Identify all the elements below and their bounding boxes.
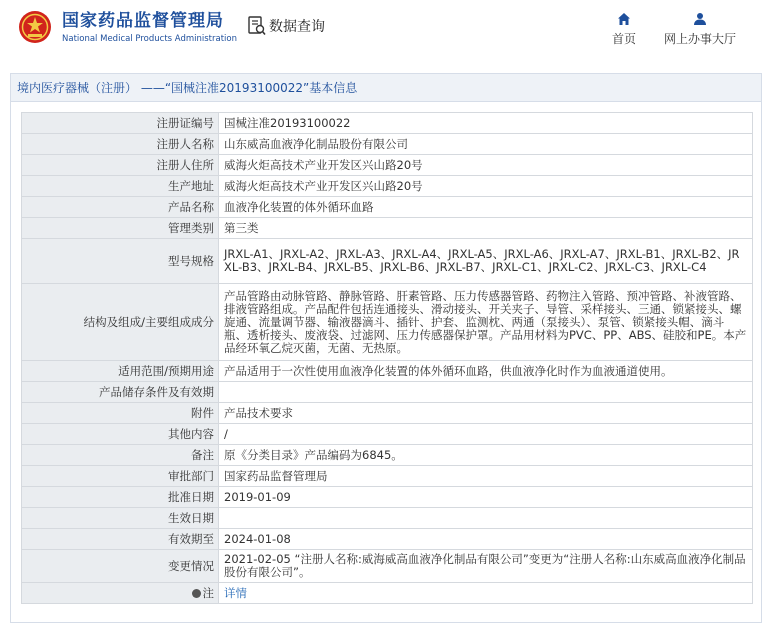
field-value: 产品技术要求 (219, 403, 753, 424)
table-row (22, 529, 753, 550)
card-title-bar (11, 74, 761, 102)
field-value: 国家药品监督管理局 (219, 466, 753, 487)
field-label: 附件 (22, 403, 219, 424)
field-label (22, 583, 219, 604)
field-value: 威海火炬高技术产业开发区兴山路20号 (219, 176, 753, 197)
nav-online-office-label: 网上办事大厅 (664, 32, 737, 46)
field-value (219, 508, 753, 529)
note-bullet-icon (192, 589, 201, 598)
brand-name-en: National Medical Products Administration (62, 34, 237, 44)
home-icon (617, 12, 631, 26)
table-row (22, 113, 753, 134)
field-value: 第三类 (219, 218, 753, 239)
table-row (22, 487, 753, 508)
device-info-table (21, 112, 753, 604)
table-row (22, 361, 753, 382)
user-icon (693, 12, 707, 26)
field-value: / (219, 424, 753, 445)
field-label: 注册人住所 (22, 155, 219, 176)
data-query-icon (248, 16, 266, 36)
field-value: 国械注准20193100022 (219, 113, 753, 134)
field-label: 批准日期 (22, 487, 219, 508)
field-value: 2024-01-08 (219, 529, 753, 550)
card-title: 境内医疗器械（注册） ——“国械注准20193100022”基本信息 (17, 81, 358, 95)
brand[interactable] (62, 10, 237, 45)
table-row (22, 466, 753, 487)
field-label: 结构及组成/主要组成成分 (22, 284, 219, 361)
field-label: 注册证编号 (22, 113, 219, 134)
table-row (22, 508, 753, 529)
table-row (22, 218, 753, 239)
table-row (22, 550, 753, 583)
field-value: 原《分类目录》产品编码为6845。 (219, 445, 753, 466)
field-label: 生效日期 (22, 508, 219, 529)
field-label: 产品储存条件及有效期 (22, 382, 219, 403)
table-row (22, 239, 753, 284)
field-label: 其他内容 (22, 424, 219, 445)
field-value: 产品管路由动脉管路、静脉管路、肝素管路、压力传感器管路、药物注入管路、预冲管路、补液管路、排液管路组成。产品配件包括连通接头、滑动接头、开关夹子、导管、采样接头、三通、锁紧接头、螺旋通、流量调节器、输液器滴斗、插针、护套、监测枕、两通（泵接头）、泵管、锁紧接头帽、滴斗瓶、透析接头、废液袋、过滤网、压力传感器保护罩。产品用材料为PVC、PP、ABS、硅胶和PE。本产品经环氧乙烷灭菌，无菌、无热原。 (219, 284, 753, 361)
field-value: 2019-01-09 (219, 487, 753, 508)
nav-online-office[interactable] (664, 12, 736, 47)
field-label: 注册人名称 (22, 134, 219, 155)
field-value (219, 583, 753, 604)
table-row (22, 382, 753, 403)
field-label: 有效期至 (22, 529, 219, 550)
field-value: 威海火炬高技术产业开发区兴山路20号 (219, 155, 753, 176)
field-label: 审批部门 (22, 466, 219, 487)
site-header (0, 0, 763, 62)
field-value: JRXL-A1、JRXL-A2、JRXL-A3、JRXL-A4、JRXL-A5、JRXL-A6、JRXL-A7、JRXL-B1、JRXL-B2、JRXL-B3、JRXL-B4、JRXL-B5、JRXL-B6、JRXL-B7、JRXL-C1、JRXL-C2、JRXL-C3、JRXL-C4 (219, 239, 753, 284)
device-info-card (10, 73, 762, 623)
details-link[interactable]: 详情 (224, 585, 247, 600)
nmpa-emblem-icon (18, 10, 52, 44)
table-row (22, 134, 753, 155)
table-row (22, 583, 753, 604)
field-label: 生产地址 (22, 176, 219, 197)
field-label: 产品名称 (22, 197, 219, 218)
field-value (219, 382, 753, 403)
brand-name-cn: 国家药品监督管理局 (62, 11, 224, 31)
table-row (22, 176, 753, 197)
table-row (22, 424, 753, 445)
field-label-text: 注 (202, 585, 214, 600)
table-row (22, 403, 753, 424)
data-query-link[interactable] (248, 16, 325, 36)
nav-home-label: 首页 (612, 32, 637, 46)
nav-home[interactable] (612, 12, 636, 47)
field-label: 备注 (22, 445, 219, 466)
table-row (22, 155, 753, 176)
field-value: 血液净化装置的体外循环血路 (219, 197, 753, 218)
field-value: 产品适用于一次性使用血液净化装置的体外循环血路，供血液净化时作为血液通道使用。 (219, 361, 753, 382)
field-label: 变更情况 (22, 550, 219, 583)
table-row (22, 445, 753, 466)
data-query-label: 数据查询 (269, 19, 325, 35)
table-row (22, 197, 753, 218)
field-label: 适用范围/预期用途 (22, 361, 219, 382)
field-label: 型号规格 (22, 239, 219, 284)
field-value: 2021-02-05 “注册人名称:威海威高血液净化制品有限公司”变更为“注册人名称:山东威高血液净化制品股份有限公司”。 (219, 550, 753, 583)
field-value: 山东威高血液净化制品股份有限公司 (219, 134, 753, 155)
field-label: 管理类别 (22, 218, 219, 239)
table-row (22, 284, 753, 361)
